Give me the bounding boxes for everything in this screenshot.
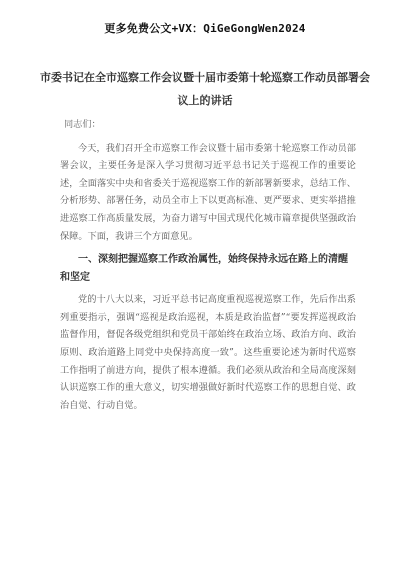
greeting: 同志们： — [64, 119, 101, 130]
section-heading: 一、深刻把握巡察工作政治属性，始终保持永远在路上的清醒和坚定 — [60, 254, 348, 284]
section-paragraph: 党的十八大以来，习近平总书记高度重视巡视巡察工作，先后作出系列重要指示，强调“巡视是政治巡视，本质是政治监督”“要发挥巡视政治监督作用，督促各级党组织和党员干部始终在政治立场、政治方向、政治原则、政治道路上同党中央保持高度一致”。这些重要论述为新时代巡察工作指明了前进方向，提供了根本遵循。我们必须从政治和全局高度深刻认识巡察工作的重大意义，切实增强做好新时代巡察工作的思想自觉、政治自觉、行动自觉。 — [60, 294, 356, 411]
document-body — [60, 116, 356, 420]
document-title: 市委书记在全市巡察工作会议暨十届市委第十轮巡察工作动员部署会议上的讲话 — [40, 71, 370, 107]
intro-paragraph: 今天，我们召开全市巡察工作会议暨十届市委第十轮巡察工作动员部署会议，主要任务是深入学习贯彻习近平总书记关于巡视工作的重要论述，全面落实中央和省委关于巡视巡察工作的新部署新要求，总结工作、分析形势、部署任务，动员全市上下以更高标准、更严要求、更实举措推进巡察工作高质量发展，为奋力谱写中国式现代化城市篇章提供坚强政治保障。下面，我讲三个方面意见。 — [60, 142, 356, 242]
promo-banner: 更多免费公文+VX：QiGeGongWen2024 — [104, 22, 306, 35]
